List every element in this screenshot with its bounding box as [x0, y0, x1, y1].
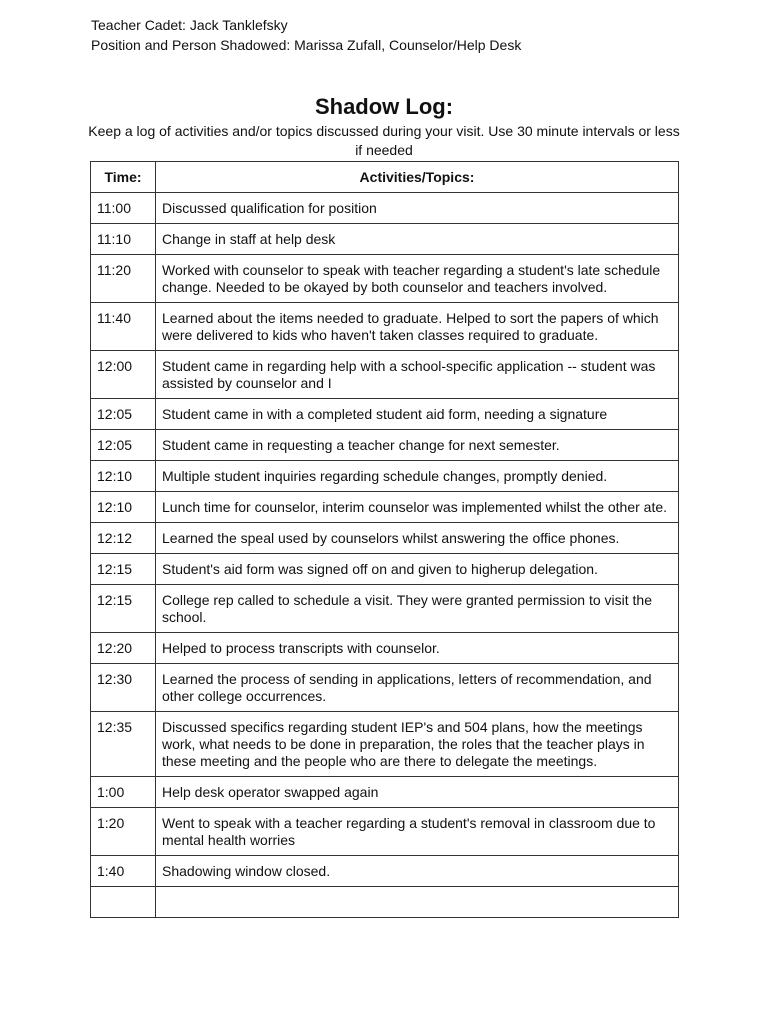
table-row — [91, 399, 679, 430]
table-row — [91, 808, 679, 856]
row-time: 11:00 — [91, 193, 156, 224]
row-time: 12:15 — [91, 554, 156, 585]
row-time: 1:20 — [91, 808, 156, 856]
row-time: 1:00 — [91, 777, 156, 808]
row-activity: Student came in requesting a teacher change for next semester. — [156, 430, 679, 461]
row-time: 12:15 — [91, 585, 156, 633]
table-row — [91, 224, 679, 255]
time-column-header: Time: — [91, 162, 156, 193]
table-row — [91, 492, 679, 523]
table-row — [91, 777, 679, 808]
empty-activity-cell — [156, 887, 679, 918]
row-activity: Help desk operator swapped again — [156, 777, 679, 808]
row-activity: Discussed qualification for position — [156, 193, 679, 224]
row-time: 12:00 — [91, 351, 156, 399]
row-activity: Helped to process transcripts with counselor. — [156, 633, 679, 664]
row-time: 12:05 — [91, 430, 156, 461]
page-title: Shadow Log: — [314, 94, 454, 119]
row-activity: Learned about the items needed to graduate. Helped to sort the papers of which were delivered to kids who haven't taken classes required to graduate. — [156, 303, 679, 351]
row-time: 12:10 — [91, 461, 156, 492]
table-row — [91, 255, 679, 303]
table-row — [91, 430, 679, 461]
empty-time-cell — [91, 887, 156, 918]
table-header-row — [91, 162, 679, 193]
table-row — [91, 664, 679, 712]
row-time: 12:12 — [91, 523, 156, 554]
shadow-log-table — [90, 161, 679, 918]
row-time: 11:20 — [91, 255, 156, 303]
row-time: 12:30 — [91, 664, 156, 712]
row-time: 1:40 — [91, 856, 156, 887]
table-row — [91, 193, 679, 224]
instructions-text: Keep a log of activities and/or topics discussed during your visit. Use 30 minute intervals or less if needed — [88, 123, 680, 158]
row-time: 12:20 — [91, 633, 156, 664]
position-shadowed-line: Position and Person Shadowed: Marissa Zufall, Counselor/Help Desk — [91, 37, 522, 53]
row-activity: Learned the speal used by counselors whilst answering the office phones. — [156, 523, 679, 554]
table-row — [91, 554, 679, 585]
row-activity: Lunch time for counselor, interim counselor was implemented whilst the other ate. — [156, 492, 679, 523]
row-activity: Student's aid form was signed off on and given to higherup delegation. — [156, 554, 679, 585]
row-activity: Student came in with a completed student aid form, needing a signature — [156, 399, 679, 430]
table-row — [91, 585, 679, 633]
row-time: 12:10 — [91, 492, 156, 523]
row-activity: Shadowing window closed. — [156, 856, 679, 887]
row-activity: Discussed specifics regarding student IEP's and 504 plans, how the meetings work, what needs to be done in preparation, the roles that the teacher plays in these meeting and the people who are there to delegate the meetings. — [156, 712, 679, 777]
row-time: 12:35 — [91, 712, 156, 777]
row-activity: Worked with counselor to speak with teacher regarding a student's late schedule change. Needed to be okayed by both counselor and teachers involved. — [156, 255, 679, 303]
teacher-cadet-line: Teacher Cadet: Jack Tanklefsky — [91, 17, 288, 33]
table-row — [91, 303, 679, 351]
row-time: 11:40 — [91, 303, 156, 351]
row-time: 11:10 — [91, 224, 156, 255]
activities-column-header: Activities/Topics: — [156, 162, 679, 193]
row-time: 12:05 — [91, 399, 156, 430]
table-row — [91, 856, 679, 887]
empty-table-row — [91, 887, 679, 918]
table-row — [91, 351, 679, 399]
table-row — [91, 633, 679, 664]
document-header — [91, 15, 521, 55]
row-activity: Multiple student inquiries regarding schedule changes, promptly denied. — [156, 461, 679, 492]
row-activity: Change in staff at help desk — [156, 224, 679, 255]
row-activity: Learned the process of sending in applications, letters of recommendation, and other college occurrences. — [156, 664, 679, 712]
row-activity: College rep called to schedule a visit. They were granted permission to visit the school. — [156, 585, 679, 633]
row-activity: Student came in regarding help with a school-specific application -- student was assisted by counselor and I — [156, 351, 679, 399]
table-row — [91, 461, 679, 492]
row-activity: Went to speak with a teacher regarding a student's removal in classroom due to mental health worries — [156, 808, 679, 856]
table-row — [91, 712, 679, 777]
table-row — [91, 523, 679, 554]
